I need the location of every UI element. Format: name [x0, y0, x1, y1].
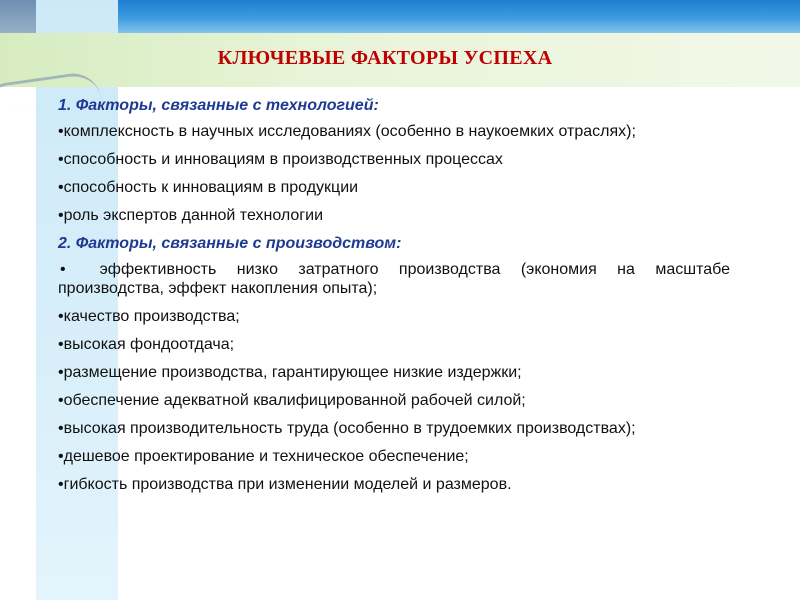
bullet-icon: •: [58, 151, 64, 168]
bullet-icon: •: [58, 364, 64, 381]
bullet-icon: •: [58, 179, 64, 196]
bullet-icon: •: [58, 476, 64, 493]
section-heading-technology: 1. Факторы, связанные с технологией:: [58, 97, 379, 114]
list-item: •высокая фондоотдача;: [58, 336, 235, 353]
bullet-icon: •: [58, 123, 64, 140]
list-item: •гибкость производства при изменении моделей и размеров.: [58, 476, 512, 493]
list-item: •комплексность в научных исследованиях (особенно в наукоемких отраслях);: [58, 123, 636, 140]
bullet-icon: •: [58, 308, 64, 325]
list-item: •обеспечение адекватной квалифицированной рабочей силой;: [58, 392, 526, 409]
list-item: •качество производства;: [58, 308, 240, 325]
slide-content: [58, 96, 730, 503]
list-item: •способность к инновациям в продукции: [58, 179, 359, 196]
list-item: • эффективность низко затратного производства (экономия на масштабе производства, эффект накопления опыта);: [58, 261, 730, 297]
list-item: •высокая производительность труда (особенно в трудоемких производствах);: [58, 420, 636, 437]
bullet-icon: •: [58, 420, 64, 437]
list-item: •роль экспертов данной технологии: [58, 207, 324, 224]
list-item: •способность и инновациям в производственных процессах: [58, 151, 503, 168]
section-heading-production: 2. Факторы, связанные с производством:: [58, 235, 402, 252]
bullet-icon: •: [58, 392, 64, 409]
bullet-icon: •: [60, 261, 66, 278]
slide-title: КЛЮЧЕВЫЕ ФАКТОРЫ УСПЕХА: [217, 47, 553, 69]
list-item: •размещение производства, гарантирующее низкие издержки;: [58, 364, 522, 381]
list-item: •дешевое проектирование и техническое обеспечение;: [58, 448, 469, 465]
bullet-icon: •: [58, 448, 64, 465]
bullet-icon: •: [58, 207, 64, 224]
bullet-icon: •: [58, 336, 64, 353]
